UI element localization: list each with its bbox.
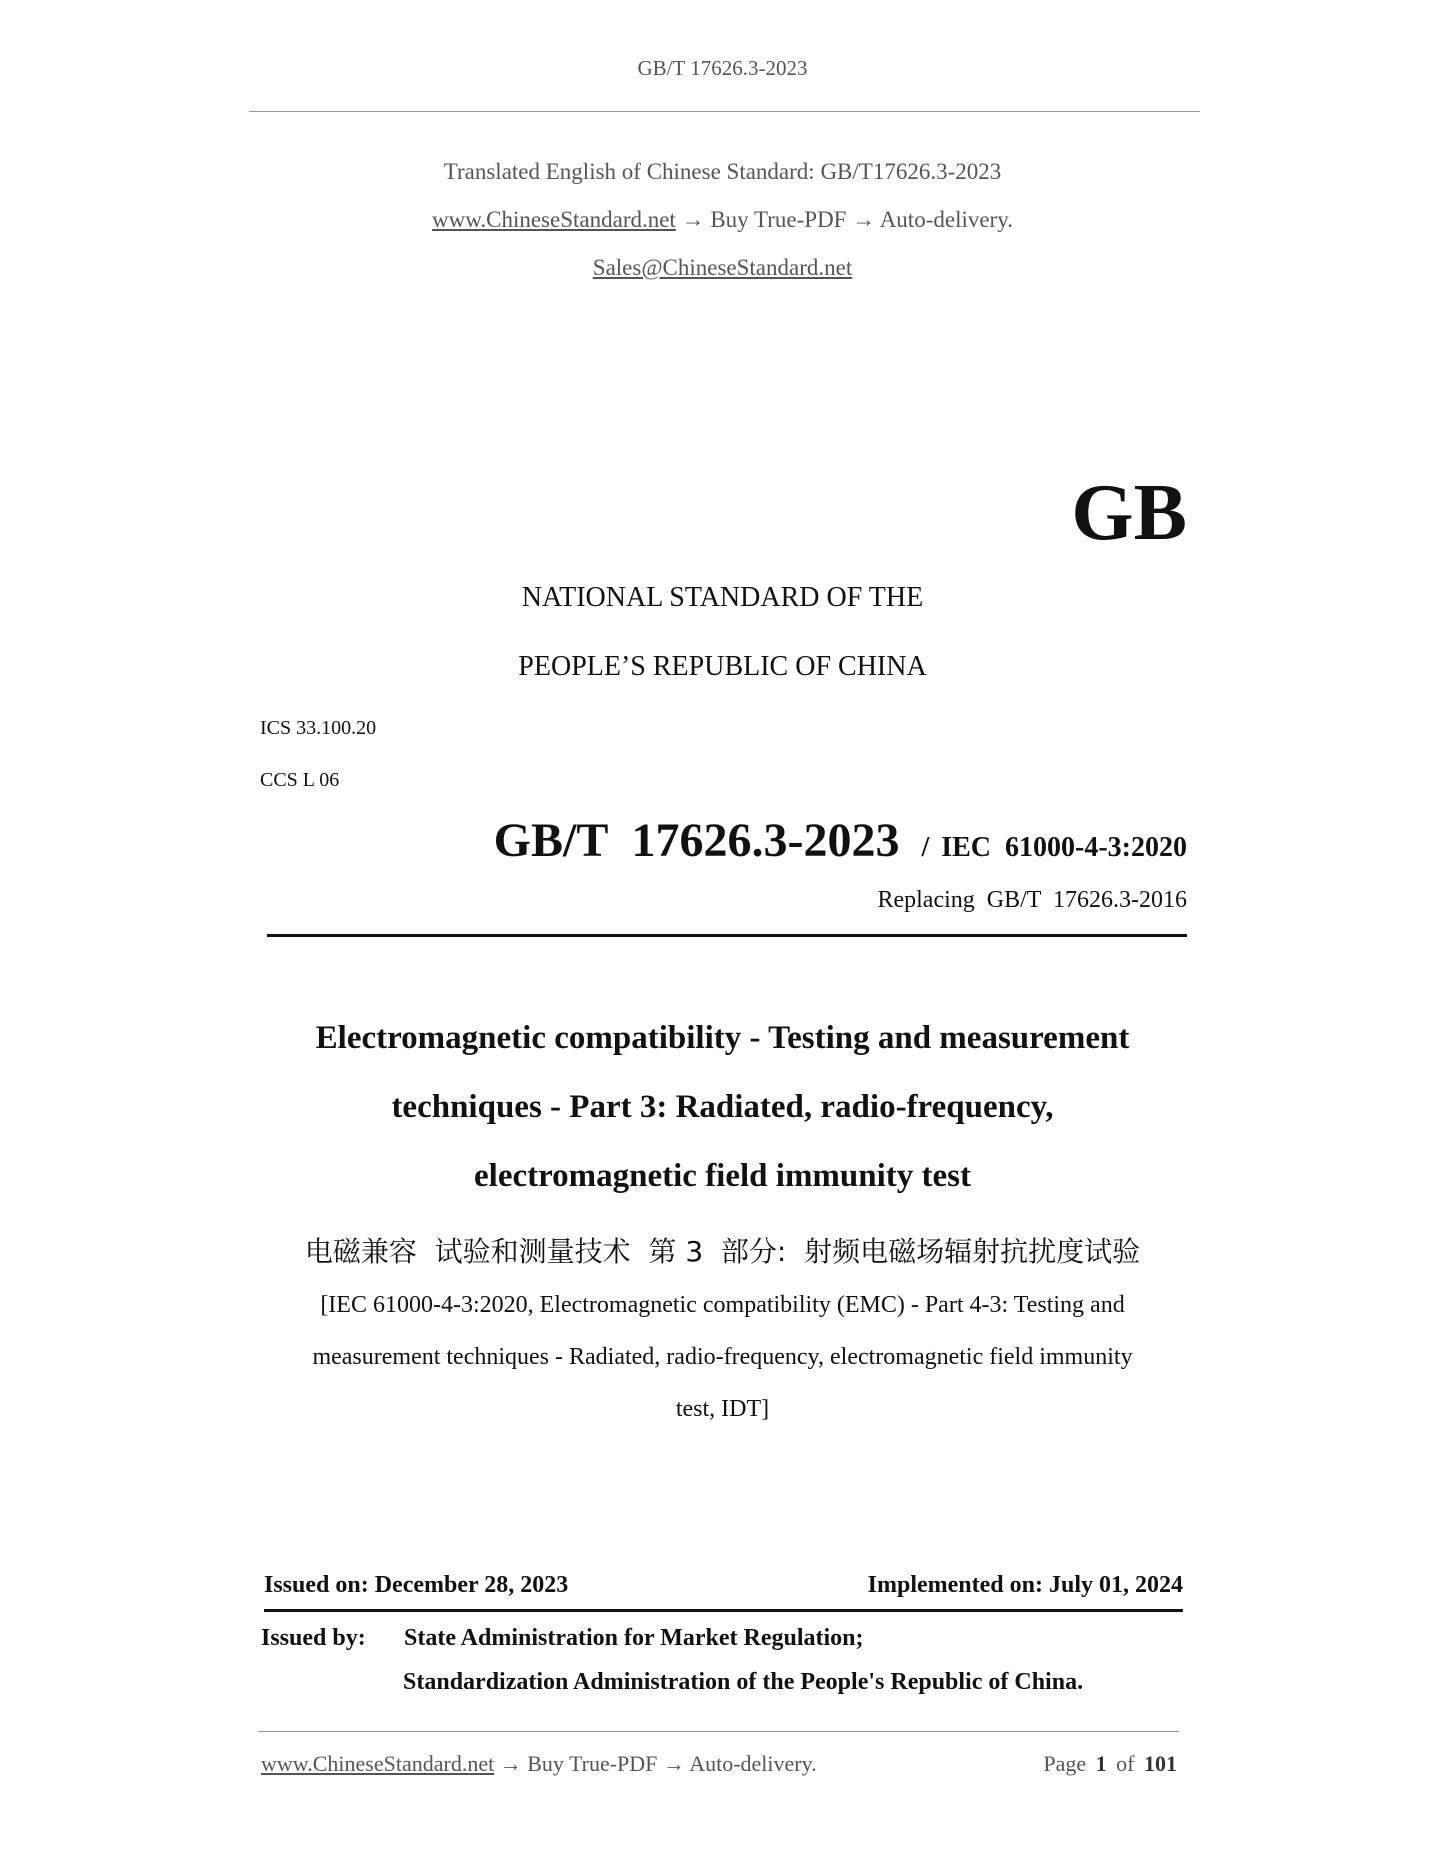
footer-purchase-line	[261, 1751, 817, 1777]
iec-reference-line-2: measurement techniques - Radiated, radio-frequency, electromagnetic field immunity	[312, 1344, 1133, 1370]
title-line-1: Electromagnetic compatibility - Testing and measurement	[315, 1020, 1130, 1056]
footer-site-link[interactable]: www.ChineseStandard.net	[261, 1751, 495, 1776]
of-word: of	[1116, 1751, 1135, 1776]
gb-logo-mark: GB	[1071, 469, 1187, 557]
page-total: 101	[1144, 1751, 1177, 1776]
title-line-2: techniques - Part 3: Radiated, radio-frequency,	[391, 1089, 1054, 1125]
issued-date: Issued on: December 28, 2023	[264, 1572, 569, 1598]
standard-number: GB/T 17626.3-2023	[493, 814, 900, 867]
purchase-line	[0, 207, 1445, 233]
page-number: 1	[1095, 1751, 1107, 1776]
title-line-3: electromagnetic field immunity test	[474, 1158, 971, 1194]
page-indicator	[1043, 1751, 1177, 1777]
dates-rule	[264, 1609, 1183, 1612]
iec-reference-line-3: test, IDT]	[675, 1396, 770, 1422]
replacing-standard: Replacing GB/T 17626.3-2016	[877, 887, 1187, 913]
national-standard-line2: PEOPLE’S REPUBLIC OF CHINA	[518, 651, 927, 682]
iec-reference-line-1: [IEC 61000-4-3:2020, Electromagnetic compatibility (EMC) - Part 4-3: Testing and	[320, 1292, 1125, 1318]
page-word: Page	[1043, 1751, 1087, 1776]
page-header-code: GB/T 17626.3-2023	[637, 56, 808, 80]
buy-text: → Buy True-PDF → Auto-delivery.	[681, 207, 1013, 232]
issuer-line-2: Standardization Administration of the People's Republic of China.	[403, 1669, 1084, 1695]
ics-code: ICS 33.100.20	[260, 717, 377, 739]
site-link[interactable]: www.ChineseStandard.net	[432, 207, 676, 232]
iec-equivalent: IEC 61000-4-3:2020	[941, 832, 1187, 863]
ccs-code: CCS L 06	[260, 769, 340, 791]
email-line	[0, 255, 1445, 281]
footer-divider	[258, 1731, 1179, 1732]
sales-email-link[interactable]: Sales@ChineseStandard.net	[592, 255, 853, 280]
title-rule	[267, 934, 1187, 937]
translation-notice: Translated English of Chinese Standard: GB/T17626.3-2023	[443, 159, 1002, 184]
standard-number-line	[494, 813, 1187, 868]
national-standard-line1: NATIONAL STANDARD OF THE	[521, 582, 924, 613]
chinese-title: 电磁兼容 试验和测量技术 第 3 部分: 射频电磁场辐射抗扰度试验	[304, 1235, 1141, 1268]
implemented-date: Implemented on: July 01, 2024	[867, 1572, 1183, 1598]
issued-by-label: Issued by:	[261, 1625, 366, 1651]
header-divider	[249, 111, 1200, 112]
standard-separator: /	[921, 832, 930, 863]
issuer-line-1: State Administration for Market Regulation;	[404, 1625, 864, 1651]
footer-buy-text: → Buy True-PDF → Auto-delivery.	[499, 1751, 817, 1776]
